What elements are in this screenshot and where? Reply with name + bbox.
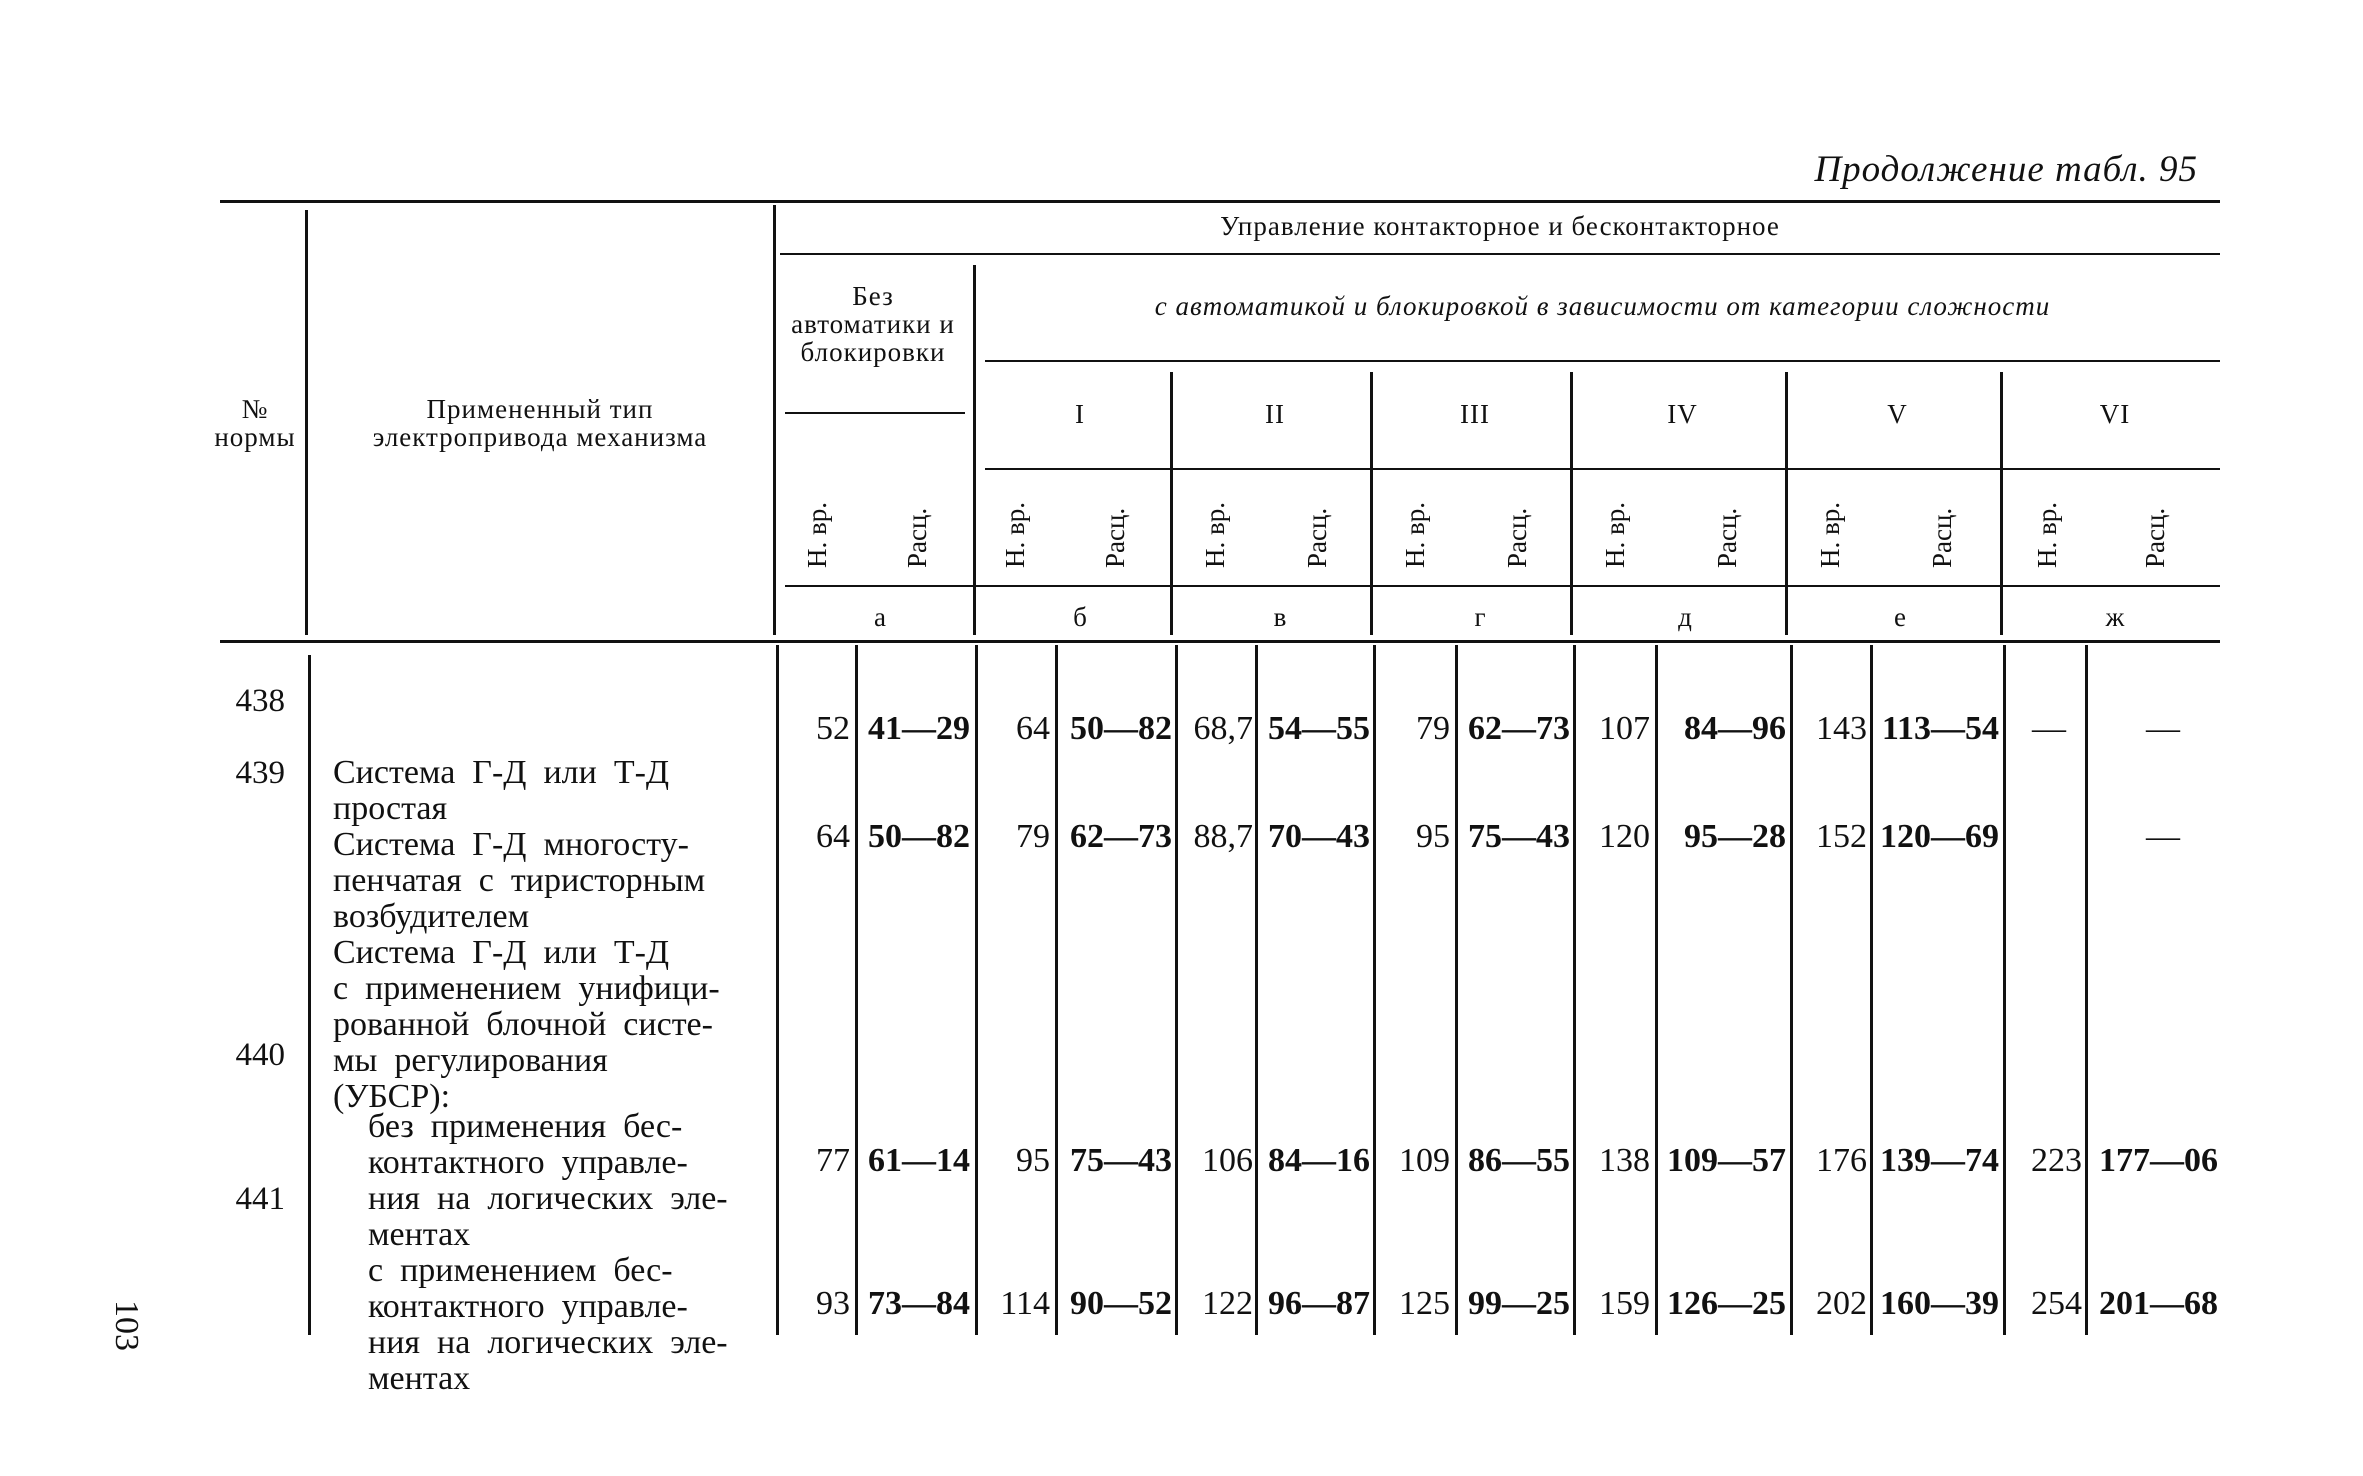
cell-rasc: 109—57 — [1667, 1142, 1786, 1179]
cell-nvr: 107 — [1599, 710, 1650, 747]
cell-rasc: 61—14 — [868, 1142, 970, 1179]
cell-rasc: 62—73 — [1468, 710, 1570, 747]
cell-nvr: 79 — [1016, 818, 1050, 855]
top-rule — [220, 200, 2220, 203]
cell-nvr: 223 — [2031, 1142, 2082, 1179]
subcol-rasc-e: Расц. — [1927, 507, 1957, 568]
category-4: IV — [1667, 399, 1698, 429]
cell-rasc: 120—69 — [1880, 818, 1999, 855]
cell-rasc: 126—25 — [1667, 1285, 1786, 1322]
subcol-nvr-zh: Н. вр. — [2032, 502, 2062, 568]
control-rule — [780, 253, 2220, 255]
cell-rasc: 50—82 — [1070, 710, 1172, 747]
norm-number: 438 — [235, 683, 285, 719]
cell-nvr: 52 — [816, 710, 850, 747]
cell-nvr: 95 — [1016, 1142, 1050, 1179]
header-vline-2 — [773, 205, 776, 635]
cell-rasc: 70—43 — [1268, 818, 1370, 855]
subcol-rasc-d: Расц. — [1712, 507, 1742, 568]
cell-nvr: 143 — [1816, 710, 1867, 747]
cell-rasc: 86—55 — [1468, 1142, 1570, 1179]
body-vline-8 — [1373, 645, 1376, 1335]
category-6: VI — [2099, 399, 2131, 429]
cell-rasc: 41—29 — [868, 710, 970, 747]
cell-rasc: 113—54 — [1881, 710, 1999, 747]
header-without-auto: Без автоматики и блокировки — [791, 281, 955, 367]
row-description: с применением бес- контактного управле- ния на логических эле- ментах — [368, 1252, 728, 1397]
with-auto-rule — [985, 360, 2220, 362]
cell-nvr: 93 — [816, 1285, 850, 1322]
cell-nvr: 202 — [1816, 1285, 1867, 1322]
subcol-rasc-g: Расц. — [1502, 507, 1532, 568]
cell-rasc: 84—96 — [1684, 710, 1786, 747]
cell-rasc: 177—06 — [2099, 1142, 2218, 1179]
header-vline-1 — [305, 210, 308, 635]
cell-rasc: — — [2146, 818, 2180, 855]
cell-rasc: 160—39 — [1880, 1285, 1999, 1322]
without-auto-rule — [785, 412, 965, 414]
cell-rasc: 54—55 — [1268, 710, 1370, 747]
header-control: Управление контакторное и бесконтакторное — [1220, 211, 1780, 241]
body-vline-15 — [2085, 645, 2088, 1335]
subcol-nvr-b: Н. вр. — [1000, 502, 1030, 568]
subcol-rasc-a: Расц. — [902, 507, 932, 568]
norm-number: 441 — [235, 1181, 285, 1217]
header-col-type: Примененный тип электропривода механизма — [372, 394, 708, 452]
letter-d: д — [1678, 602, 1692, 632]
subcol-nvr-v: Н. вр. — [1200, 502, 1230, 568]
subcol-nvr-e: Н. вр. — [1815, 502, 1845, 568]
cell-rasc: 99—25 — [1468, 1285, 1570, 1322]
header-bottom-rule — [220, 640, 2220, 643]
cell-rasc: 96—87 — [1268, 1285, 1370, 1322]
subcol-nvr-d: Н. вр. — [1600, 502, 1630, 568]
cell-rasc: 139—74 — [1880, 1142, 1999, 1179]
subcol-nvr-g: Н. вр. — [1400, 502, 1430, 568]
cell-nvr: 125 — [1399, 1285, 1450, 1322]
subcol-rasc-b: Расц. — [1100, 507, 1130, 568]
body-vline-6 — [1175, 645, 1178, 1335]
cell-rasc: 75—43 — [1468, 818, 1570, 855]
page-number: 103 — [108, 1300, 145, 1351]
cell-nvr: 68,7 — [1193, 710, 1253, 747]
body-vline-12 — [1790, 645, 1793, 1335]
letter-zh: ж — [2105, 602, 2125, 632]
body-vline-1 — [308, 655, 311, 1335]
letter-v: в — [1273, 602, 1287, 632]
header-vline-5 — [1370, 372, 1373, 635]
category-2: II — [1265, 399, 1285, 429]
header-vline-4 — [1170, 372, 1173, 635]
header-col-no: № нормы — [214, 394, 296, 452]
cell-nvr: 109 — [1399, 1142, 1450, 1179]
cell-nvr: 159 — [1599, 1285, 1650, 1322]
cell-rasc: 95—28 — [1684, 818, 1786, 855]
cell-nvr: 77 — [816, 1142, 850, 1179]
norm-number: 439 — [235, 755, 285, 791]
category-5: V — [1887, 399, 1908, 429]
cell-rasc: 201—68 — [2099, 1285, 2218, 1322]
cell-nvr: 95 — [1416, 818, 1450, 855]
row-description: Система Г-Д многосту- пенчатая с тиристорным возбудителем — [333, 826, 706, 935]
row-description: Система Г-Д или Т-Д простая — [333, 754, 670, 827]
header-vline-6 — [1570, 372, 1573, 635]
cell-rasc: 84—16 — [1268, 1142, 1370, 1179]
cell-nvr: 254 — [2031, 1285, 2082, 1322]
cell-nvr: 88,7 — [1193, 818, 1253, 855]
cell-rasc: 50—82 — [868, 818, 970, 855]
body-vline-11 — [1655, 645, 1658, 1335]
subcol-rasc-zh: Расц. — [2140, 507, 2170, 568]
body-vline-4 — [975, 645, 978, 1335]
row-description: без применения бес- контактного управле- ния на логических эле- ментах — [368, 1108, 728, 1253]
category-1: I — [1075, 399, 1085, 429]
table-caption: Продолжение табл. 95 — [1814, 149, 2198, 190]
cell-nvr: 176 — [1816, 1142, 1867, 1179]
cell-nvr: 79 — [1416, 710, 1450, 747]
body-vline-3 — [855, 645, 858, 1335]
cell-rasc: — — [2146, 710, 2180, 747]
body-vline-2 — [776, 645, 779, 1335]
cell-nvr: 138 — [1599, 1142, 1650, 1179]
norm-number: 440 — [235, 1037, 285, 1073]
cell-rasc: 73—84 — [868, 1285, 970, 1322]
body-vline-7 — [1255, 645, 1258, 1335]
body-vline-10 — [1573, 645, 1576, 1335]
cell-nvr: 152 — [1816, 818, 1867, 855]
cell-nvr: — — [2032, 710, 2066, 747]
header-vline-7 — [1785, 372, 1788, 635]
header-vline-8 — [2000, 372, 2003, 635]
category-3: III — [1460, 399, 1490, 429]
body-vline-13 — [1870, 645, 1873, 1335]
cell-rasc: 75—43 — [1070, 1142, 1172, 1179]
letter-a: а — [874, 602, 886, 632]
subcol-nvr-a: Н. вр. — [802, 502, 832, 568]
cell-nvr: 114 — [1000, 1285, 1050, 1322]
cell-nvr: 120 — [1599, 818, 1650, 855]
body-vline-5 — [1055, 645, 1058, 1335]
cell-rasc: 90—52 — [1070, 1285, 1172, 1322]
body-vline-14 — [2003, 645, 2006, 1335]
header-with-auto: с автоматикой и блокировкой в зависимости от категории сложности — [1154, 291, 2051, 321]
cell-nvr: 64 — [816, 818, 850, 855]
cell-nvr: 122 — [1202, 1285, 1253, 1322]
letter-e: е — [1894, 602, 1906, 632]
subcol-rule — [785, 585, 2220, 587]
row-description: Система Г-Д или Т-Д с применением унифици- рованной блочной систе- мы регулирования (УБСР): — [333, 934, 720, 1115]
letter-b: б — [1073, 602, 1087, 632]
subcol-rasc-v: Расц. — [1302, 507, 1332, 568]
header-vline-3 — [973, 265, 976, 635]
cell-nvr: 106 — [1202, 1142, 1253, 1179]
cell-rasc: 62—73 — [1070, 818, 1172, 855]
letter-g: г — [1474, 602, 1486, 632]
body-vline-9 — [1455, 645, 1458, 1335]
cell-nvr: 64 — [1016, 710, 1050, 747]
